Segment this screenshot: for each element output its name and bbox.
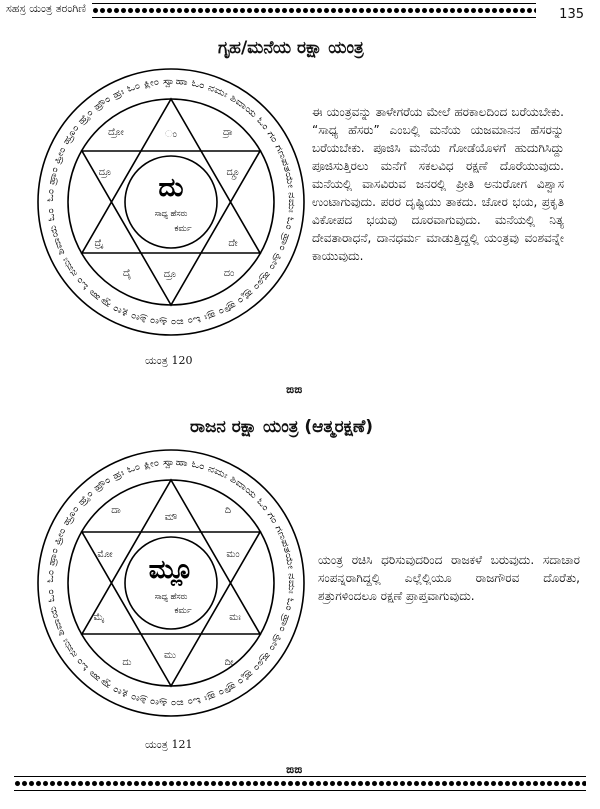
point-label: ಮೌ <box>164 512 178 523</box>
section-divider-ornament: ಙಙ <box>286 382 303 396</box>
point-label: ದ್ರಾ <box>223 127 233 138</box>
section-title-house-protection: ಗೃಹ/ಮನೆಯ ರಕ್ಷಾ ಯಂತ್ರ <box>218 38 364 58</box>
point-label: ದ್ರೈ <box>94 238 104 249</box>
point-label: ದ್ರೂ <box>163 269 177 280</box>
sadhya-name-label: ಸಾಧ್ಯ ಹೆಸರು <box>154 592 188 601</box>
section-paragraph: ಯಂತ್ರ ರಚಿಸಿ ಧರಿಸುವುದರಿಂದ ರಾಜಕಳೆ ಬರುವುದು. ಸದಾಚಾರ ಸಂಪನ್ನರಾಗಿದ್ದಲ್ಲಿ ಎಲ್ಲೆಲ್ಲಿಯೂ ರಾಜಗೌರವ ದೊರೆತು, ಶತ್ರುಗಳಿಂದಲೂ ರಕ್ಷಣೆ ಪ್ರಾಪ್ತವಾಗುವುದು. <box>318 553 580 603</box>
point-label: ಮೋ <box>97 549 113 560</box>
point-label: ದಾ <box>111 505 121 516</box>
point-label: ದಿ <box>224 505 232 516</box>
point-label: ದೈ <box>122 268 132 279</box>
yantra-121-diagram <box>33 443 309 723</box>
section-title-king-protection: ರಾಜನ ರಕ್ಷಾ ಯಂತ್ರ (ಆತ್ಮರಕ್ಷಣೆ) <box>190 417 374 437</box>
mantra-ring-text: ಓಂ ಹ್ರಾಂ ಹ್ರೀಂ ಹ್ರೂಂ ಹ್ರೈಂ ಹ್ರೌಂ ಹ್ರಃ ಓಂ ಕ್ಲೀಂ ಸ್ವಾಹಾ ಓಂ ನಮಃ ಶಿವಾಯ ಓಂ ಗಂ ಗಣಪತಯೇ ನಮಃ ಓಂ ಹ್ರಾಂ ಹ್ರೀಂ ಹ್ರೂಂ ಹ್ರೈಂ ಹ್ರೌಂ ಹ್ರಃ ಓಂ ಐಂ ಹ್ರೀಂ ಶ್ರೀಂ ಕ್ಲೀಂ ಸ್ವಾಹಾ ಓಂ ನಮಃ ಶಿವಾಯ ಓಂ <box>45 76 297 328</box>
center-bija: ದು <box>158 173 184 203</box>
running-header: ಸಹಸ್ರ ಯಂತ್ರ ತರಂಗಿಣಿ <box>6 2 87 15</box>
mantra-ring-text: ಓಂ ಹ್ರಾಂ ಹ್ರೀಂ ಹ್ರೂಂ ಹ್ರೈಂ ಹ್ರೌಂ ಹ್ರಃ ಓಂ ಕ್ಲೀಂ ಸ್ವಾಹಾ ಓಂ ನಮಃ ಶಿವಾಯ ಓಂ ಗಂ ಗಣಪತಯೇ ನಮಃ ಓಂ ಹ್ರಾಂ ಹ್ರೀಂ ಹ್ರೂಂ ಹ್ರೈಂ ಹ್ರೌಂ ಹ್ರಃ ಓಂ ಐಂ ಹ್ರೀಂ ಶ್ರೀಂ ಕ್ಲೀಂ ಸ್ವಾಹಾ ಓಂ ನಮಃ ಶಿವಾಯ ಓಂ <box>45 457 297 709</box>
point-label: ದಂ <box>223 268 235 279</box>
yantra-caption: ಯಂತ್ರ 120 <box>145 354 193 367</box>
karma-label: ಕರ್ಮ <box>174 606 192 616</box>
yantra-120-diagram <box>33 64 309 340</box>
point-label: ಮೈ <box>93 612 105 623</box>
point-label: ಮಃ <box>229 612 241 623</box>
point-label: ಮು <box>163 650 177 661</box>
point-label: ದ್ರೂ <box>98 167 112 178</box>
point-label: ದು <box>122 657 132 668</box>
top-border-ornament <box>92 3 536 18</box>
karma-label: ಕರ್ಮ <box>174 224 192 234</box>
point-label: ದ್ರೋ <box>108 127 124 138</box>
section-divider-ornament: ಙಙ <box>286 762 303 776</box>
point-label: ಮಂ <box>226 549 240 560</box>
point-label: ದ್ಗ್ರೂ <box>226 167 240 178</box>
point-label: ದೇ <box>228 238 238 249</box>
yantra-caption: ಯಂತ್ರ 121 <box>145 738 193 751</box>
center-bija: ಮ್ಲೂ <box>148 555 194 585</box>
sadhya-name-label: ಸಾಧ್ಯ ಹೆಸರು <box>154 209 188 218</box>
point-label: ದೀ <box>224 657 234 668</box>
point-label: ಂ <box>165 129 177 140</box>
bottom-border-ornament <box>14 776 586 791</box>
page-number: 135 <box>559 7 584 22</box>
section-paragraph: ಈ ಯಂತ್ರವನ್ನು ತಾಳೇಗರೆಯ ಮೇಲೆ ಹರಕಾಲದಿಂದ ಬರೆಯಬೇಕು. “ಸಾಧ್ಯ ಹೆಸರು” ಎಂಬಲ್ಲಿ ಮನೆಯ ಯಜಮಾನನ ಹೆಸರನ್ನು ಬರೆಯಬೇಕು. ಪೂಜಿಸಿ ಮನೆಯ ಗೋಡೆಯೊಳಗೆ ಹುದುಗಿಸಿದ್ದು ಪೂಜಿಸುತ್ತಿರಲು ಮನೆಗೆ ಸಕಲವಿಧ ರಕ್ಷಣೆ ದೊರೆಯುವುದು. ಮನೆಯಲ್ಲಿ ವಾಸವಿರುವ ಜನರಲ್ಲಿ ಪ್ರೀತಿ ಅನುರೋಗ ವಿಶ್ವಾಸ ಉಂಟಾಗುವುದು. ಪರರ ದೃಷ್ಟಿಯು ತಾಕದು. ಚೋರ ಭಯ, ಪ್ರಕೃತಿ ವಿಕೋಪದ ಭಯವು ದೂರವಾಗುವುದು. ಮನೆಯಲ್ಲಿ ನಿತ್ಯ ದೇವತಾರಾಧನೆ, ದಾನಧರ್ಮ ಮಾಡುತ್ತಿದ್ದಲ್ಲಿ ಯಂತ್ರವು ವಂಶವನ್ನೇ ಕಾಯುವುದು. <box>312 105 564 263</box>
